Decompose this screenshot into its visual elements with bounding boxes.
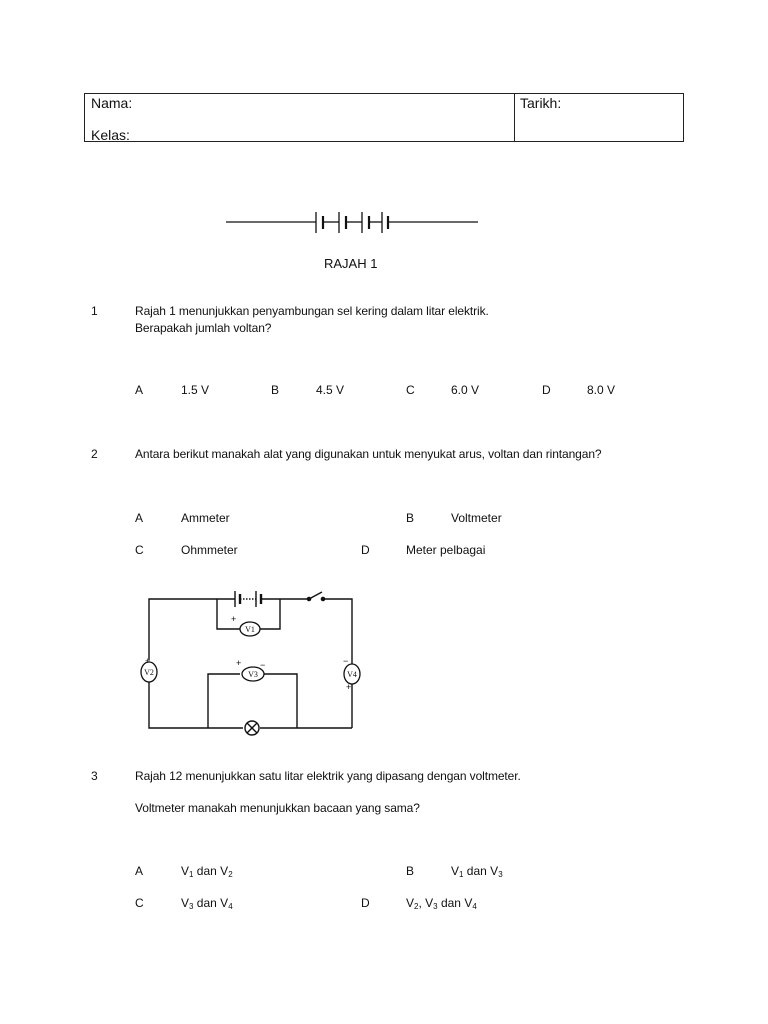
dry-cell-battery-diagram	[222, 206, 484, 240]
q3-option-b-letter: B	[406, 864, 415, 878]
q3-option-b-text: $V_1$ dan $V_3$	[451, 864, 503, 879]
q1-option-b-letter: B	[271, 383, 280, 397]
student-info-box	[84, 93, 684, 142]
question-2-text: Antara berikut manakah alat yang digunakan untuk menyukat arus, voltan dan rintangan?	[135, 447, 602, 461]
q3-option-c-text: $V_3$ dan $V_4$	[181, 896, 233, 911]
v1-wire-left	[217, 599, 240, 629]
switch	[307, 592, 324, 601]
q2-option-c-letter: C	[135, 543, 144, 557]
cell-4	[382, 212, 388, 233]
question-2-number: 2	[91, 447, 98, 461]
q2-option-a-text: Ammeter	[181, 511, 230, 525]
q1-option-d-letter: D	[542, 383, 551, 397]
figure1-caption: RAJAH 1	[324, 256, 378, 271]
q2-option-a-letter: A	[135, 511, 144, 525]
q1-option-c-text: 6.0 V	[451, 383, 480, 397]
class-label: Kelas:	[91, 127, 130, 143]
question-3-text-line2: Voltmeter manakah menunjukkan bacaan yang sama?	[135, 801, 420, 815]
q1-option-a-letter: A	[135, 383, 144, 397]
q1-option-c-letter: C	[406, 383, 415, 397]
battery-cells	[235, 591, 261, 607]
v4-minus-sign: −	[343, 656, 349, 666]
v3-minus-sign: −	[260, 660, 266, 670]
v2-plus-sign: +	[145, 656, 151, 666]
v3-wire-left	[208, 674, 240, 728]
q2-option-b-letter: B	[406, 511, 415, 525]
v1-plus-sign: +	[231, 614, 237, 624]
q2-option-d-text: Meter pelbagai	[406, 543, 486, 557]
v4-label: V4	[347, 670, 357, 679]
v4-plus-sign: +	[346, 682, 352, 692]
v3-plus-sign: +	[236, 658, 242, 668]
question-1-text-line2: Berapakah jumlah voltan?	[135, 321, 272, 335]
q1-option-b-text: 4.5 V	[316, 383, 345, 397]
q3-option-d-letter: D	[361, 896, 370, 910]
header-divider	[514, 94, 515, 141]
v3-label: V3	[248, 670, 258, 679]
q2-option-b-text: Voltmeter	[451, 511, 502, 525]
cell-2	[339, 212, 346, 233]
cell-1	[316, 212, 323, 233]
q1-option-d-text: 8.0 V	[587, 383, 616, 397]
wire-top-right	[323, 599, 352, 664]
v1-wire-right	[260, 599, 280, 629]
cell-3	[362, 212, 369, 233]
q3-option-a-letter: A	[135, 864, 144, 878]
q3-option-c-letter: C	[135, 896, 144, 910]
voltmeter-v4	[344, 664, 360, 684]
v1-label: V1	[245, 625, 255, 634]
date-label: Tarikh:	[520, 95, 562, 111]
q1-option-a-text: 1.5 V	[181, 383, 210, 397]
question-3-number: 3	[91, 769, 98, 783]
question-3-text-line1: Rajah 12 menunjukkan satu litar elektrik yang dipasang dengan voltmeter.	[135, 769, 521, 783]
wire-bottom-left	[149, 680, 243, 728]
name-label: Nama:	[91, 95, 133, 111]
q3-option-a-text: $V_1$ dan $V_2$	[181, 864, 233, 879]
v2-label: V2	[144, 668, 154, 677]
v3-wire-right	[262, 674, 297, 728]
q3-option-d-text: $V_2$, $V_3$ dan $V_4$	[406, 896, 477, 911]
lamp	[245, 721, 259, 735]
voltmeter-v1	[240, 622, 260, 636]
question-1-text-line1: Rajah 1 menunjukkan penyambungan sel kering dalam litar elektrik.	[135, 304, 489, 318]
question-1-number: 1	[91, 304, 98, 318]
q2-option-c-text: Ohmmeter	[181, 543, 238, 557]
voltmeter-circuit-diagram	[132, 580, 372, 752]
q2-option-d-letter: D	[361, 543, 370, 557]
